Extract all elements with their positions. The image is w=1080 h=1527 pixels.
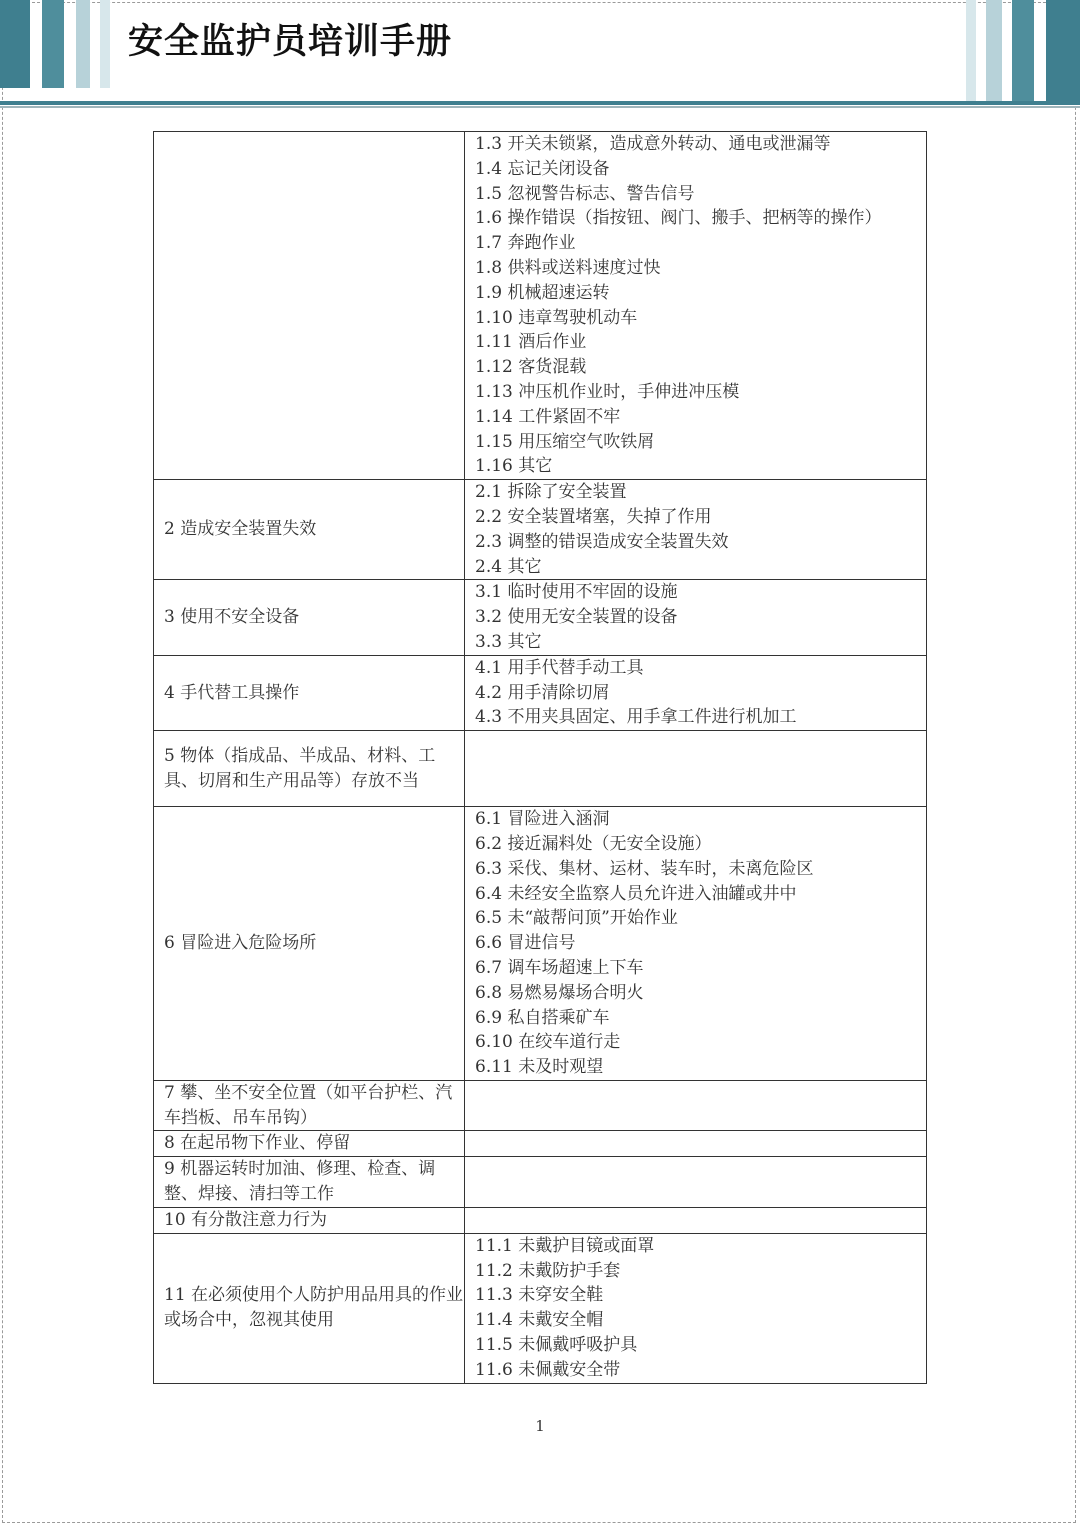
category-text: 3 使用不安全设备 (164, 607, 300, 628)
item-text: 6.6 冒进信号 (475, 933, 576, 954)
table-row (154, 1080, 927, 1131)
item-text: 2.4 其它 (475, 556, 542, 577)
item-text: 1.12 客货混载 (475, 357, 587, 378)
category-cell (154, 1207, 465, 1233)
item-text: 6.9 私自搭乘矿车 (475, 1007, 610, 1028)
item-text: 6.3 采伐、集材、运材、装车时，未离危险区 (475, 858, 814, 879)
items-cell (465, 807, 927, 1081)
page-number: 1 (535, 1417, 545, 1435)
table-row (154, 1233, 927, 1383)
category-text: 9 机器运转时加油、修理、检查、调整、焊接、清扫等工作 (164, 1159, 436, 1205)
category-cell (154, 580, 465, 655)
item-text: 6.11 未及时观望 (475, 1057, 604, 1078)
category-text: 6 冒险进入危险场所 (164, 933, 317, 954)
item-text: 11.6 未佩戴安全带 (475, 1359, 621, 1380)
item-text: 1.16 其它 (475, 456, 553, 477)
item-text: 3.3 其它 (475, 631, 542, 652)
page-header (0, 0, 1080, 108)
category-cell (154, 1233, 465, 1383)
item-text: 1.11 酒后作业 (475, 332, 587, 353)
category-cell (154, 807, 465, 1081)
table-row (154, 1207, 927, 1233)
item-text: 1.13 冲压机作业时，手伸进冲压模 (475, 381, 740, 402)
item-text: 6.2 接近漏料处（无安全设施） (475, 833, 712, 854)
item-text: 1.15 用压缩空气吹铁屑 (475, 431, 655, 452)
items-cell (465, 1080, 927, 1131)
item-text: 3.2 使用无安全装置的设备 (475, 607, 678, 628)
category-text: 8 在起吊物下作业、停留 (164, 1133, 351, 1154)
table-row (154, 580, 927, 655)
table-row (154, 731, 927, 807)
item-text: 1.14 工件紧固不牢 (475, 406, 621, 427)
category-text: 2 造成安全装置失效 (164, 519, 317, 540)
item-text: 6.8 易燃易爆场合明火 (475, 982, 644, 1003)
header-stripe-left-4 (100, 0, 110, 88)
item-text: 2.3 调整的错误造成安全装置失效 (475, 531, 729, 552)
item-text: 4.1 用手代替手动工具 (475, 657, 644, 678)
category-cell (154, 1157, 465, 1208)
item-text: 2.1 拆除了安全装置 (475, 482, 627, 503)
header-stripe-left-3 (76, 0, 90, 88)
header-rule-thin (0, 106, 1080, 108)
header-stripe-right-2 (986, 0, 1002, 102)
table-row (154, 480, 927, 580)
unsafe-behavior-table (153, 131, 927, 1384)
item-text: 11.5 未佩戴呼吸护具 (475, 1335, 638, 1356)
items-cell (465, 132, 927, 480)
item-text: 6.5 未“敲帮问顶”开始作业 (475, 908, 678, 929)
category-cell (154, 480, 465, 580)
item-text: 11.2 未戴防护手套 (475, 1260, 621, 1281)
item-text: 1.6 操作错误（指按钮、阀门、搬手、把柄等的操作） (475, 208, 882, 229)
table-row (154, 1131, 927, 1157)
item-text: 6.1 冒险进入涵洞 (475, 809, 610, 830)
items-cell (465, 580, 927, 655)
items-cell (465, 1157, 927, 1208)
item-text: 1.9 机械超速运转 (475, 282, 610, 303)
header-rule (0, 101, 1080, 105)
items-cell (465, 480, 927, 580)
items-cell (465, 1207, 927, 1233)
category-text: 4 手代替工具操作 (164, 682, 300, 703)
page-title: 安全监护员培训手册 (128, 22, 453, 62)
table-row (154, 807, 927, 1081)
item-text: 4.3 不用夹具固定、用手拿工件进行机加工 (475, 707, 797, 728)
item-text: 6.4 未经安全监察人员允许进入油罐或井中 (475, 883, 797, 904)
category-text: 5 物体（指成品、半成品、材料、工具、切屑和生产用品等）存放不当 (164, 745, 436, 791)
item-text: 1.3 开关未锁紧，造成意外转动、通电或泄漏等 (475, 134, 831, 154)
category-cell (154, 1080, 465, 1131)
table-row (154, 132, 927, 480)
items-cell (465, 731, 927, 807)
category-text: 7 攀、坐不安全位置（如平台护栏、汽车挡板、吊车吊钩） (164, 1082, 453, 1128)
header-stripe-left-2 (42, 0, 64, 88)
item-text: 1.8 供料或送料速度过快 (475, 257, 661, 278)
items-cell (465, 655, 927, 730)
header-stripe-right-3 (1012, 0, 1034, 102)
category-cell (154, 731, 465, 807)
table-row (154, 1157, 927, 1208)
category-cell (154, 132, 465, 480)
category-text: 11 在必须使用个人防护用品用具的作业或场合中，忽视其使用 (164, 1285, 464, 1331)
category-cell (154, 1131, 465, 1157)
item-text: 1.5 忽视警告标志、警告信号 (475, 183, 695, 204)
header-stripe-left-1 (0, 0, 30, 88)
header-stripe-right-4 (1046, 0, 1080, 102)
item-text: 11.1 未戴护目镜或面罩 (475, 1235, 655, 1256)
item-text: 3.1 临时使用不牢固的设施 (475, 582, 678, 603)
items-cell (465, 1233, 927, 1383)
item-text: 6.10 在绞车道行走 (475, 1032, 621, 1053)
item-text: 11.3 未穿安全鞋 (475, 1285, 604, 1306)
item-text: 1.7 奔跑作业 (475, 233, 576, 254)
category-cell (154, 655, 465, 730)
items-cell (465, 1131, 927, 1157)
table-row (154, 655, 927, 730)
item-text: 4.2 用手清除切屑 (475, 682, 610, 703)
item-text: 1.10 违章驾驶机动车 (475, 307, 638, 328)
item-text: 11.4 未戴安全帽 (475, 1310, 604, 1331)
item-text: 1.4 忘记关闭设备 (475, 158, 610, 179)
item-text: 2.2 安全装置堵塞，失掉了作用 (475, 506, 712, 527)
item-text: 6.7 调车场超速上下车 (475, 957, 644, 978)
category-text: 10 有分散注意力行为 (164, 1209, 328, 1230)
header-stripe-right-1 (966, 0, 976, 102)
